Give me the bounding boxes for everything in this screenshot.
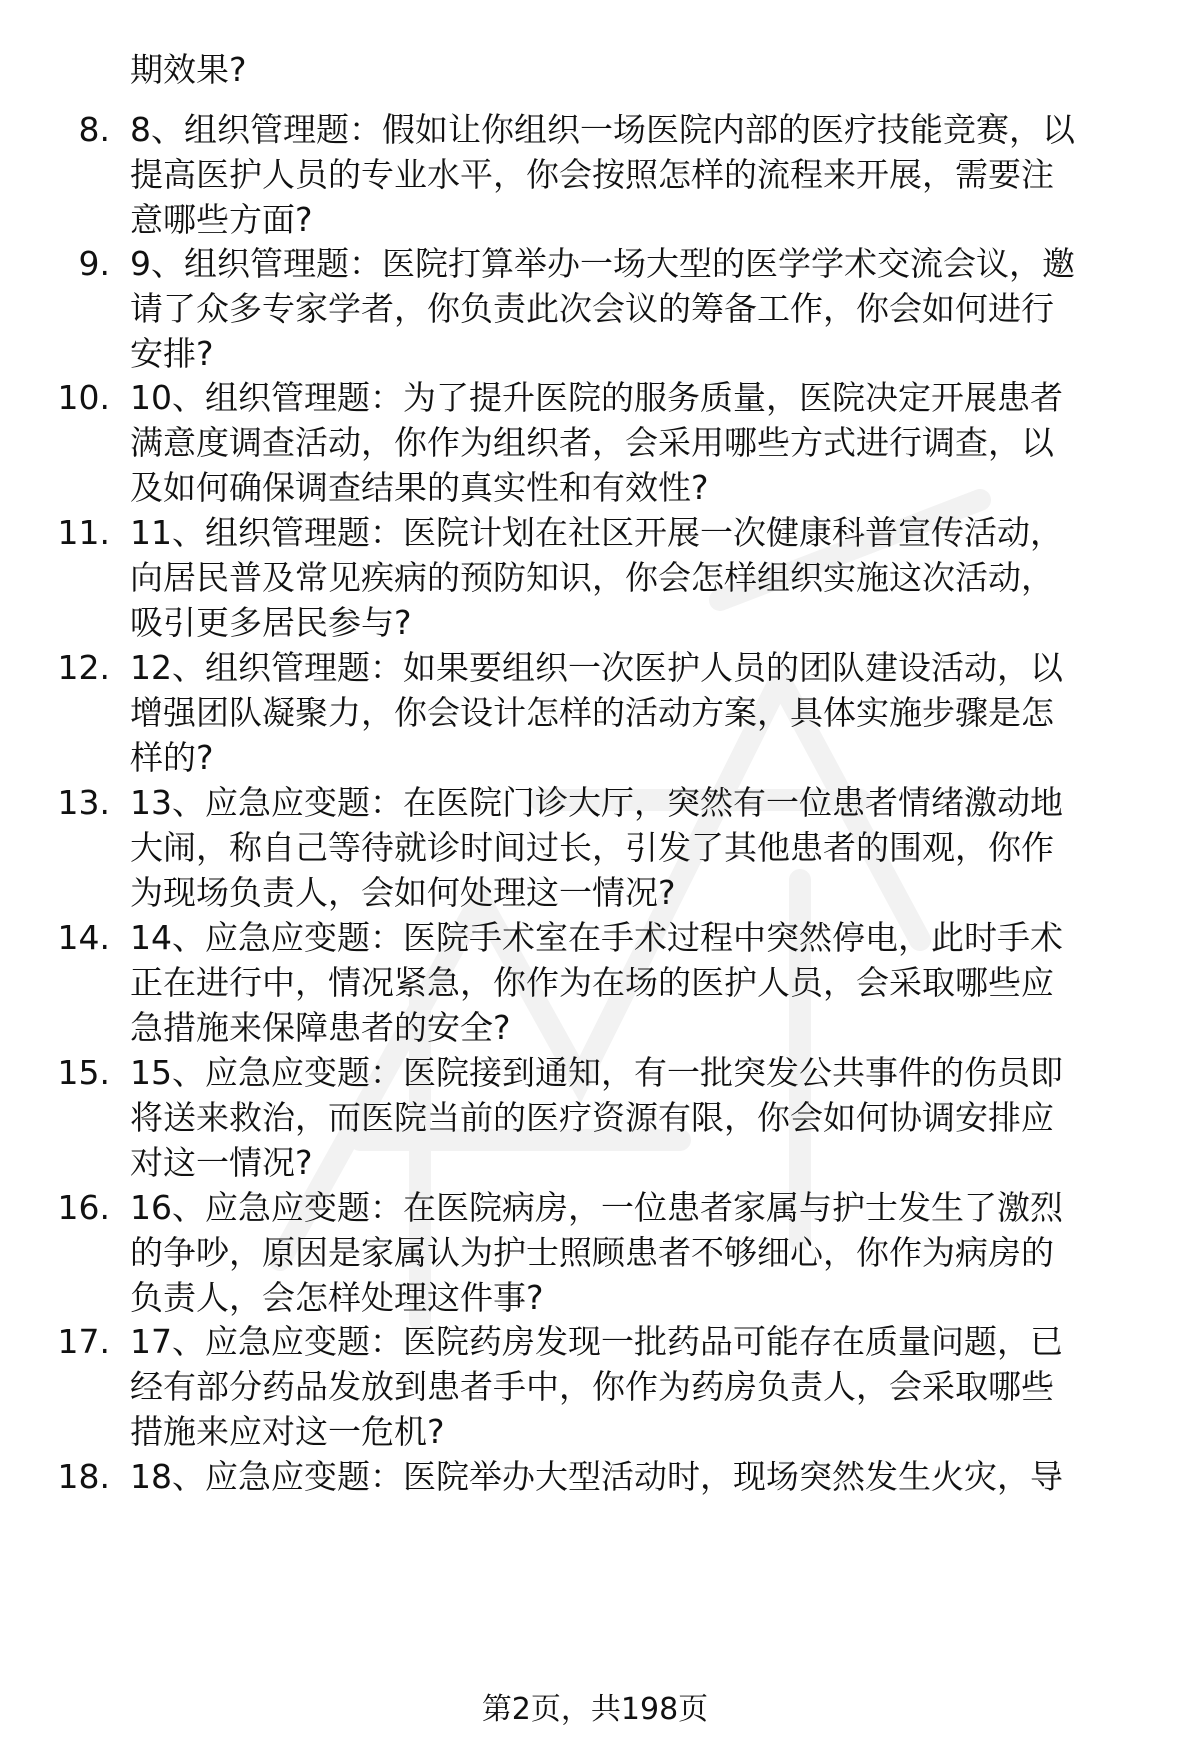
question-item-10 — [0, 376, 1190, 526]
question-number: 14. — [57, 918, 110, 957]
question-number: 11. — [57, 513, 110, 552]
question-line: 正在进行中，情况紧急，你作为在场的医护人员，会采取哪些应 — [130, 963, 1054, 1002]
question-item-8 — [0, 108, 1190, 258]
question-line: 9、组织管理题：医院打算举办一场大型的医学学术交流会议，邀 — [130, 244, 1075, 283]
question-line: 10、组织管理题：为了提升医院的服务质量，医院决定开展患者 — [130, 378, 1063, 417]
question-line: 的争吵，原因是家属认为护士照顾患者不够细心，你作为病房的 — [130, 1233, 1054, 1272]
question-line: 16、应急应变题：在医院病房，一位患者家属与护士发生了激烈 — [130, 1188, 1063, 1227]
question-line: 将送来救治，而医院当前的医疗资源有限，你会如何协调安排应 — [130, 1098, 1054, 1137]
question-number: 12. — [57, 648, 110, 687]
question-item-14 — [0, 916, 1190, 1066]
question-number: 9. — [78, 244, 110, 283]
question-number: 16. — [57, 1188, 110, 1227]
question-number: 18. — [57, 1457, 110, 1496]
question-line: 意哪些方面? — [130, 200, 313, 239]
question-line: 为现场负责人，会如何处理这一情况? — [130, 873, 676, 912]
question-line: 提高医护人员的专业水平，你会按照怎样的流程来开展，需要注 — [130, 155, 1054, 194]
question-line: 经有部分药品发放到患者手中，你作为药房负责人，会采取哪些 — [130, 1367, 1054, 1406]
question-number: 15. — [57, 1053, 110, 1092]
question-line: 对这一情况? — [130, 1143, 313, 1182]
question-number: 8. — [78, 110, 110, 149]
question-item-11 — [0, 511, 1190, 661]
question-line: 8、组织管理题：假如让你组织一场医院内部的医疗技能竞赛，以 — [130, 110, 1075, 149]
question-line: 向居民普及常见疾病的预防知识，你会怎样组织实施这次活动， — [130, 558, 1054, 597]
question-line: 吸引更多居民参与? — [130, 603, 412, 642]
question-line: 11、组织管理题：医院计划在社区开展一次健康科普宣传活动， — [130, 513, 1063, 552]
page-footer: 第2页，共198页 — [481, 1692, 709, 1727]
question-item-18 — [0, 1455, 1190, 1505]
question-item-13 — [0, 781, 1190, 931]
question-line: 18、应急应变题：医院举办大型活动时，现场突然发生火灾，导 — [130, 1457, 1063, 1496]
question-line: 15、应急应变题：医院接到通知，有一批突发公共事件的伤员即 — [130, 1053, 1063, 1092]
question-item-9 — [0, 242, 1190, 392]
question-line: 及如何确保调查结果的真实性和有效性? — [130, 468, 709, 507]
question-line: 14、应急应变题：医院手术室在手术过程中突然停电，此时手术 — [130, 918, 1063, 957]
question-line: 负责人，会怎样处理这件事? — [130, 1278, 544, 1317]
question-line: 样的? — [130, 738, 214, 777]
question-number: 13. — [57, 783, 110, 822]
question-line: 请了众多专家学者，你负责此次会议的筹备工作，你会如何进行 — [130, 289, 1054, 328]
question-number: 10. — [57, 378, 110, 417]
question-item-17 — [0, 1320, 1190, 1470]
question-item-15 — [0, 1051, 1190, 1201]
question-line: 增强团队凝聚力，你会设计怎样的活动方案，具体实施步骤是怎 — [130, 693, 1054, 732]
question-line: 大闹，称自己等待就诊时间过长，引发了其他患者的围观，你作 — [130, 828, 1054, 867]
continued-text: 期效果? — [130, 50, 247, 89]
question-item-16 — [0, 1186, 1190, 1336]
question-line: 安排? — [130, 334, 214, 373]
question-line: 急措施来保障患者的安全? — [130, 1008, 511, 1047]
question-number: 17. — [57, 1322, 110, 1361]
question-item-12 — [0, 646, 1190, 796]
question-line: 措施来应对这一危机? — [130, 1412, 445, 1451]
question-line: 12、组织管理题：如果要组织一次医护人员的团队建设活动，以 — [130, 648, 1063, 687]
question-line: 17、应急应变题：医院药房发现一批药品可能存在质量问题，已 — [130, 1322, 1063, 1361]
question-line: 满意度调查活动，你作为组织者，会采用哪些方式进行调查，以 — [130, 423, 1054, 462]
question-line: 13、应急应变题：在医院门诊大厅，突然有一位患者情绪激动地 — [130, 783, 1063, 822]
